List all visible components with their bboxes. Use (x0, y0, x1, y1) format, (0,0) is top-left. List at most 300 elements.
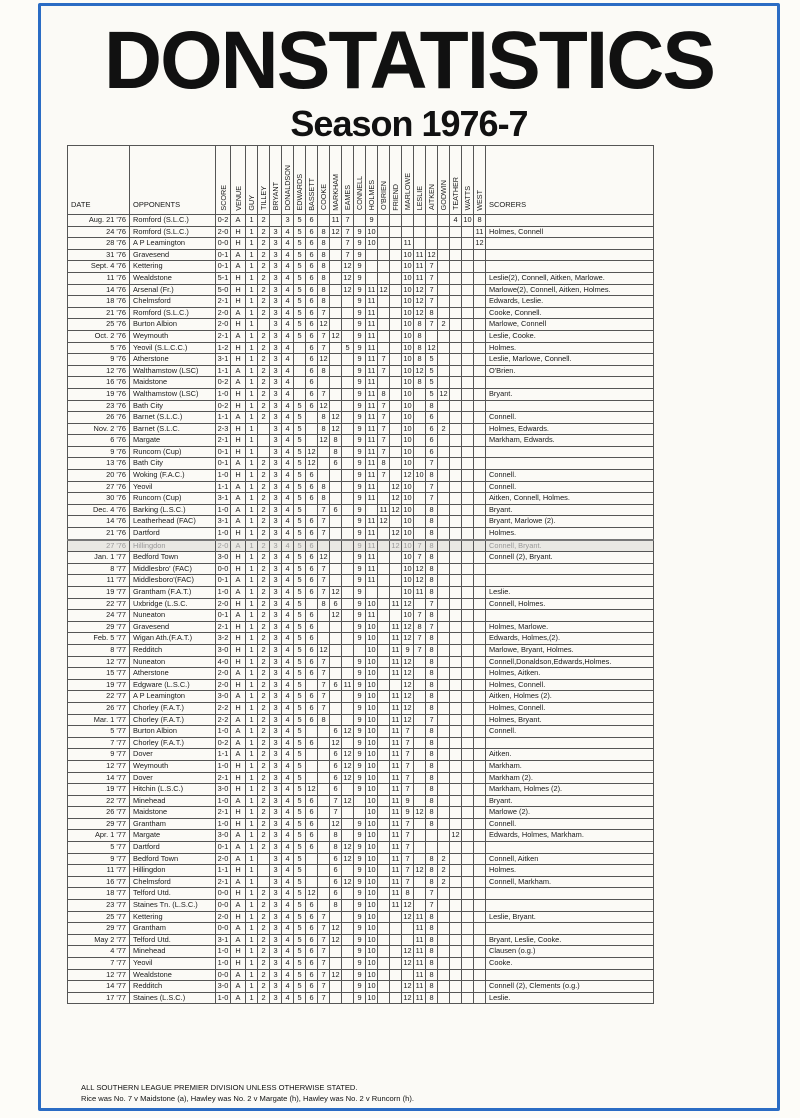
match-score: 0-1 (216, 446, 231, 458)
match-row (68, 610, 654, 622)
shirt-number-cell: 5 (294, 610, 306, 622)
shirt-number-cell: 4 (282, 888, 294, 900)
shirt-number-cell: 12 (402, 656, 414, 668)
match-venue: H (231, 226, 246, 238)
shirt-number-cell: 8 (318, 261, 330, 273)
shirt-number-cell: 3 (270, 377, 282, 389)
shirt-number-cell (474, 400, 486, 412)
shirt-number-cell: 8 (426, 633, 438, 645)
shirt-number-cell (438, 656, 450, 668)
shirt-number-cell (342, 587, 354, 599)
shirt-number-cell: 4 (282, 458, 294, 470)
shirt-number-cell: 1 (246, 215, 258, 227)
shirt-number-cell: 9 (354, 481, 366, 493)
match-scorers: Leslie, Marlowe, Connell. (486, 354, 654, 366)
match-date: 12 '77 (68, 656, 130, 668)
shirt-number-cell (450, 610, 462, 622)
shirt-number-cell: 5 (294, 307, 306, 319)
shirt-number-cell (378, 540, 390, 552)
shirt-number-cell: 9 (354, 249, 366, 261)
shirt-number-cell (462, 284, 474, 296)
match-scorers (486, 969, 654, 981)
shirt-number-cell: 11 (390, 760, 402, 772)
match-score: 3-1 (216, 934, 231, 946)
shirt-number-cell (462, 470, 474, 482)
shirt-number-cell (438, 737, 450, 749)
shirt-number-cell: 6 (306, 621, 318, 633)
match-score: 3-0 (216, 784, 231, 796)
match-scorers (486, 400, 654, 412)
match-scorers: Holmes, Connell (486, 226, 654, 238)
match-scorers: O'Brien. (486, 365, 654, 377)
shirt-number-cell: 10 (366, 656, 378, 668)
shirt-number-cell (318, 610, 330, 622)
match-opponent: Margate (130, 830, 216, 842)
shirt-number-cell: 3 (270, 621, 282, 633)
score-header: SCORE (216, 146, 231, 215)
shirt-number-cell: 12 (306, 446, 318, 458)
shirt-number-cell: 10 (402, 319, 414, 331)
shirt-number-cell: 8 (426, 992, 438, 1004)
shirt-number-cell: 8 (426, 981, 438, 993)
shirt-number-cell (414, 853, 426, 865)
shirt-number-cell (342, 330, 354, 342)
shirt-number-cell: 5 (294, 830, 306, 842)
shirt-number-cell: 3 (270, 307, 282, 319)
shirt-number-cell: 5 (294, 726, 306, 738)
shirt-number-cell: 8 (426, 516, 438, 528)
shirt-number-cell: 10 (366, 644, 378, 656)
shirt-number-cell: 8 (318, 284, 330, 296)
shirt-number-cell: 10 (366, 807, 378, 819)
shirt-number-cell: 9 (354, 504, 366, 516)
match-venue: H (231, 772, 246, 784)
shirt-number-cell (438, 365, 450, 377)
shirt-number-cell (438, 644, 450, 656)
shirt-number-cell: 10 (366, 934, 378, 946)
shirt-number-cell: 8 (474, 215, 486, 227)
shirt-number-cell (342, 900, 354, 912)
shirt-number-cell: 7 (378, 412, 390, 424)
match-venue: H (231, 807, 246, 819)
shirt-number-cell: 5 (426, 377, 438, 389)
shirt-number-cell (462, 795, 474, 807)
shirt-number-cell: 3 (270, 226, 282, 238)
shirt-number-cell: 2 (258, 795, 270, 807)
shirt-number-cell (474, 969, 486, 981)
shirt-number-cell: 6 (306, 691, 318, 703)
shirt-number-cell (330, 493, 342, 505)
shirt-number-cell (342, 702, 354, 714)
shirt-number-cell (474, 737, 486, 749)
shirt-number-cell: 6 (426, 423, 438, 435)
shirt-number-cell: 1 (246, 412, 258, 424)
shirt-number-cell (474, 575, 486, 587)
match-date: 19 '77 (68, 784, 130, 796)
shirt-number-cell (318, 215, 330, 227)
shirt-number-cell: 5 (294, 946, 306, 958)
player-header-cooke: COOKE (318, 146, 330, 215)
shirt-number-cell (318, 818, 330, 830)
match-scorers: Connell, Aitken (486, 853, 654, 865)
match-score: 0-0 (216, 923, 231, 935)
shirt-number-cell (450, 330, 462, 342)
match-scorers (486, 923, 654, 935)
shirt-number-cell: 2 (258, 552, 270, 564)
match-row (68, 969, 654, 981)
shirt-number-cell: 12 (378, 284, 390, 296)
shirt-number-cell (450, 900, 462, 912)
match-date: 8 '77 (68, 644, 130, 656)
shirt-number-cell: 4 (282, 272, 294, 284)
shirt-number-cell (366, 249, 378, 261)
shirt-number-cell: 8 (318, 272, 330, 284)
shirt-number-cell (342, 516, 354, 528)
shirt-number-cell: 3 (270, 388, 282, 400)
match-row (68, 319, 654, 331)
match-opponent: Dover (130, 772, 216, 784)
match-date: 25 '77 (68, 911, 130, 923)
shirt-number-cell: 2 (258, 587, 270, 599)
shirt-number-cell: 9 (354, 540, 366, 552)
match-score: 2-3 (216, 423, 231, 435)
match-date: 17 '77 (68, 992, 130, 1004)
shirt-number-cell: 3 (270, 911, 282, 923)
shirt-number-cell (462, 772, 474, 784)
shirt-number-cell: 6 (306, 737, 318, 749)
shirt-number-cell: 6 (330, 504, 342, 516)
match-venue: A (231, 575, 246, 587)
shirt-number-cell (450, 691, 462, 703)
shirt-number-cell: 5 (294, 934, 306, 946)
shirt-number-cell: 11 (390, 830, 402, 842)
shirt-number-cell: 9 (354, 330, 366, 342)
match-score: 2-1 (216, 330, 231, 342)
shirt-number-cell: 9 (354, 470, 366, 482)
shirt-number-cell (306, 726, 318, 738)
shirt-number-cell (306, 749, 318, 761)
match-date: 12 '76 (68, 365, 130, 377)
shirt-number-cell: 3 (270, 365, 282, 377)
shirt-number-cell: 2 (258, 691, 270, 703)
shirt-number-cell (462, 760, 474, 772)
shirt-number-cell (438, 934, 450, 946)
match-venue: A (231, 668, 246, 680)
shirt-number-cell (474, 423, 486, 435)
shirt-number-cell (378, 644, 390, 656)
shirt-number-cell: 12 (390, 493, 402, 505)
shirt-number-cell: 12 (402, 702, 414, 714)
shirt-number-cell: 11 (330, 215, 342, 227)
shirt-number-cell (390, 307, 402, 319)
shirt-number-cell (330, 958, 342, 970)
match-score: 2-1 (216, 296, 231, 308)
match-date: 13 '76 (68, 458, 130, 470)
shirt-number-cell (474, 435, 486, 447)
shirt-number-cell (450, 992, 462, 1004)
shirt-number-cell: 8 (426, 958, 438, 970)
shirt-number-cell (438, 575, 450, 587)
shirt-number-cell: 6 (306, 923, 318, 935)
shirt-number-cell (450, 504, 462, 516)
shirt-number-cell: 3 (270, 702, 282, 714)
shirt-number-cell (414, 215, 426, 227)
shirt-number-cell: 8 (426, 470, 438, 482)
shirt-number-cell (318, 888, 330, 900)
shirt-number-cell (438, 354, 450, 366)
shirt-number-cell: 6 (306, 818, 318, 830)
shirt-number-cell (390, 679, 402, 691)
shirt-number-cell: 8 (414, 621, 426, 633)
match-opponent: Chelmsford (130, 876, 216, 888)
shirt-number-cell (450, 249, 462, 261)
match-scorers (486, 888, 654, 900)
shirt-number-cell: 1 (246, 807, 258, 819)
match-date: 11 '76 (68, 272, 130, 284)
match-scorers: Leslie, Cooke. (486, 330, 654, 342)
shirt-number-cell (474, 934, 486, 946)
match-scorers (486, 249, 654, 261)
shirt-number-cell: 5 (294, 284, 306, 296)
shirt-number-cell: 7 (318, 307, 330, 319)
shirt-number-cell: 2 (258, 958, 270, 970)
match-score: 1-1 (216, 749, 231, 761)
shirt-number-cell: 4 (282, 726, 294, 738)
shirt-number-cell (378, 656, 390, 668)
shirt-number-cell (438, 888, 450, 900)
match-scorers: Connell. (486, 481, 654, 493)
shirt-number-cell: 4 (282, 342, 294, 354)
shirt-number-cell: 3 (270, 238, 282, 250)
shirt-number-cell: 6 (306, 272, 318, 284)
shirt-number-cell: 8 (426, 795, 438, 807)
match-venue: H (231, 760, 246, 772)
player-header-friend: FRIEND (390, 146, 402, 215)
shirt-number-cell (414, 423, 426, 435)
shirt-number-cell (474, 470, 486, 482)
shirt-number-cell: 3 (270, 423, 282, 435)
match-opponent: Margate (130, 435, 216, 447)
shirt-number-cell: 3 (270, 633, 282, 645)
shirt-number-cell (378, 969, 390, 981)
shirt-number-cell (318, 621, 330, 633)
match-date: 15 '77 (68, 668, 130, 680)
shirt-number-cell: 6 (330, 679, 342, 691)
shirt-number-cell (306, 423, 318, 435)
match-date: 24 '77 (68, 610, 130, 622)
match-venue: A (231, 610, 246, 622)
shirt-number-cell: 7 (402, 726, 414, 738)
shirt-number-cell: 9 (354, 900, 366, 912)
shirt-number-cell: 10 (366, 737, 378, 749)
match-venue: H (231, 319, 246, 331)
shirt-number-cell: 3 (270, 958, 282, 970)
shirt-number-cell: 4 (282, 319, 294, 331)
shirt-number-cell: 2 (258, 354, 270, 366)
shirt-number-cell: 11 (378, 504, 390, 516)
shirt-number-cell (414, 714, 426, 726)
match-venue: A (231, 853, 246, 865)
shirt-number-cell: 5 (294, 563, 306, 575)
match-score: 0-1 (216, 249, 231, 261)
shirt-number-cell: 8 (426, 552, 438, 564)
match-score: 1-0 (216, 818, 231, 830)
shirt-number-cell: 12 (414, 365, 426, 377)
shirt-number-cell: 3 (270, 470, 282, 482)
shirt-number-cell (330, 272, 342, 284)
match-row (68, 679, 654, 691)
shirt-number-cell: 8 (426, 946, 438, 958)
shirt-number-cell (462, 528, 474, 540)
shirt-number-cell: 8 (414, 330, 426, 342)
shirt-number-cell (474, 446, 486, 458)
match-date: 26 '76 (68, 412, 130, 424)
shirt-number-cell: 12 (402, 470, 414, 482)
match-row (68, 726, 654, 738)
shirt-number-cell: 8 (426, 400, 438, 412)
player-header-bryant: BRYANT (270, 146, 282, 215)
shirt-number-cell (378, 830, 390, 842)
shirt-number-cell (342, 458, 354, 470)
shirt-number-cell (342, 296, 354, 308)
shirt-number-cell: 7 (318, 330, 330, 342)
shirt-number-cell: 3 (270, 435, 282, 447)
shirt-number-cell: 3 (270, 458, 282, 470)
shirt-number-cell: 6 (306, 330, 318, 342)
match-score: 1-1 (216, 481, 231, 493)
shirt-number-cell (378, 598, 390, 610)
shirt-number-cell: 9 (354, 446, 366, 458)
match-row (68, 493, 654, 505)
shirt-number-cell (342, 470, 354, 482)
shirt-number-cell: 1 (246, 923, 258, 935)
shirt-number-cell: 4 (282, 702, 294, 714)
shirt-number-cell: 2 (258, 934, 270, 946)
shirt-number-cell: 6 (306, 969, 318, 981)
shirt-number-cell: 6 (426, 412, 438, 424)
shirt-number-cell (378, 377, 390, 389)
shirt-number-cell: 5 (294, 772, 306, 784)
shirt-number-cell: 5 (294, 900, 306, 912)
match-venue: H (231, 552, 246, 564)
shirt-number-cell: 10 (402, 540, 414, 552)
shirt-number-cell (318, 865, 330, 877)
shirt-number-cell: 3 (270, 540, 282, 552)
shirt-number-cell (438, 307, 450, 319)
match-date: 12 '77 (68, 969, 130, 981)
shirt-number-cell: 7 (378, 423, 390, 435)
match-score: 1-0 (216, 795, 231, 807)
shirt-number-cell (390, 610, 402, 622)
shirt-number-cell: 10 (402, 435, 414, 447)
shirt-number-cell (270, 215, 282, 227)
shirt-number-cell: 4 (282, 714, 294, 726)
shirt-number-cell: 9 (354, 888, 366, 900)
shirt-number-cell: 10 (402, 412, 414, 424)
shirt-number-cell (378, 807, 390, 819)
shirt-number-cell: 11 (390, 784, 402, 796)
shirt-number-cell (378, 342, 390, 354)
shirt-number-cell: 6 (330, 853, 342, 865)
shirt-number-cell: 4 (282, 842, 294, 854)
shirt-number-cell (258, 446, 270, 458)
match-score: 0-2 (216, 215, 231, 227)
shirt-number-cell: 1 (246, 865, 258, 877)
date-header: DATE (68, 146, 130, 215)
match-score: 1-0 (216, 587, 231, 599)
shirt-number-cell: 10 (366, 981, 378, 993)
match-date: 27 '76 (68, 481, 130, 493)
match-scorers: Cooke, Connell. (486, 307, 654, 319)
shirt-number-cell: 2 (258, 388, 270, 400)
shirt-number-cell (438, 446, 450, 458)
shirt-number-cell: 10 (402, 307, 414, 319)
shirt-number-cell: 4 (282, 610, 294, 622)
shirt-number-cell: 10 (402, 458, 414, 470)
shirt-number-cell (450, 958, 462, 970)
programme-page (38, 3, 780, 1111)
page-title: DONSTATISTICS (104, 15, 714, 106)
match-row (68, 400, 654, 412)
shirt-number-cell (390, 923, 402, 935)
shirt-number-cell (474, 865, 486, 877)
shirt-number-cell (474, 365, 486, 377)
match-row (68, 423, 654, 435)
shirt-number-cell: 1 (246, 633, 258, 645)
shirt-number-cell: 6 (330, 865, 342, 877)
match-score: 2-0 (216, 679, 231, 691)
shirt-number-cell: 10 (402, 528, 414, 540)
match-venue: A (231, 377, 246, 389)
shirt-number-cell (390, 958, 402, 970)
shirt-number-cell (330, 656, 342, 668)
shirt-number-cell: 11 (390, 876, 402, 888)
footnote-league: ALL SOUTHERN LEAGUE PREMIER DIVISION UNLESS OTHERWISE STATED. (81, 1083, 358, 1092)
shirt-number-cell (450, 261, 462, 273)
shirt-number-cell (330, 470, 342, 482)
shirt-number-cell: 11 (390, 702, 402, 714)
shirt-number-cell: 4 (282, 423, 294, 435)
shirt-number-cell (414, 784, 426, 796)
match-date: 29 '77 (68, 818, 130, 830)
match-row (68, 215, 654, 227)
shirt-number-cell: 12 (306, 888, 318, 900)
shirt-number-cell: 7 (426, 493, 438, 505)
shirt-number-cell: 11 (402, 238, 414, 250)
match-venue: H (231, 958, 246, 970)
match-date: 19 '77 (68, 679, 130, 691)
shirt-number-cell: 4 (282, 923, 294, 935)
shirt-number-cell: 9 (354, 691, 366, 703)
shirt-number-cell (450, 842, 462, 854)
shirt-number-cell: 3 (270, 249, 282, 261)
scorers-header: SCORERS (486, 146, 654, 215)
shirt-number-cell: 11 (390, 772, 402, 784)
shirt-number-cell (390, 563, 402, 575)
shirt-number-cell: 3 (270, 726, 282, 738)
shirt-number-cell: 7 (402, 853, 414, 865)
shirt-number-cell (390, 412, 402, 424)
shirt-number-cell: 12 (318, 435, 330, 447)
match-opponent: Kettering (130, 261, 216, 273)
shirt-number-cell: 2 (258, 888, 270, 900)
shirt-number-cell (390, 342, 402, 354)
shirt-number-cell: 7 (318, 516, 330, 528)
match-scorers: Connell. (486, 818, 654, 830)
shirt-number-cell (414, 400, 426, 412)
shirt-number-cell: 4 (282, 575, 294, 587)
shirt-number-cell: 8 (426, 726, 438, 738)
